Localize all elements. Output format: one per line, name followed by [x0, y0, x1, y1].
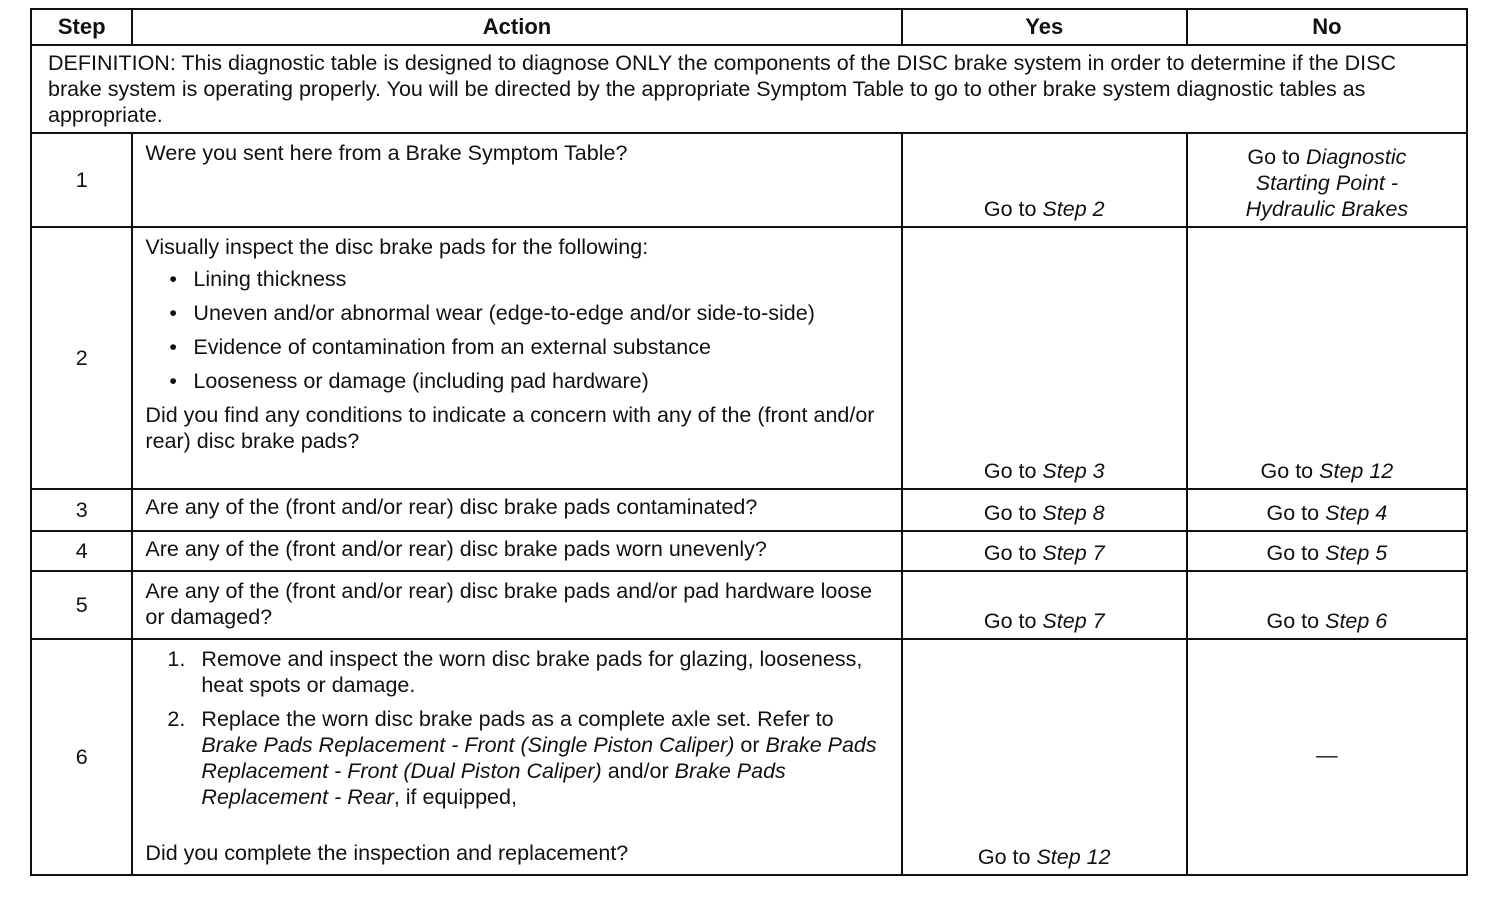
- no-target-link[interactable]: Step 6: [1325, 609, 1388, 633]
- item-text: Remove and inspect the worn disc brake pads for glazing, looseness, heat spots or damage.: [201, 647, 863, 697]
- procedure-list: [145, 646, 888, 810]
- table-row: [31, 639, 1467, 875]
- step-number: 1: [31, 133, 132, 227]
- header-yes: Yes: [902, 9, 1187, 45]
- action-question: Were you sent here from a Brake Symptom Table?: [145, 141, 628, 165]
- table-row: [31, 489, 1467, 531]
- no-cell: [1187, 531, 1467, 571]
- action-cell: [132, 571, 901, 639]
- definition-text: DEFINITION: This diagnostic table is designed to diagnose ONLY the components of the DISC brake system in order to determine if the DISC brake system is operating properly. You will be directed by the appropriate Symptom Table to go to other brake system diagnostic tables as appropriate.: [31, 45, 1467, 133]
- no-cell: [1187, 489, 1467, 531]
- goto-label: Go to: [983, 501, 1037, 525]
- goto-label: Go to: [977, 845, 1031, 869]
- yes-target-link[interactable]: Step 3: [1042, 459, 1105, 483]
- no-target-link[interactable]: Step 12: [1319, 459, 1394, 483]
- goto-label: Go to: [1260, 459, 1314, 483]
- action-cell: [132, 227, 901, 489]
- yes-target-link[interactable]: Step 7: [1042, 609, 1105, 633]
- yes-cell: [902, 571, 1187, 639]
- no-cell: [1187, 571, 1467, 639]
- list-item: • Evidence of contamination from an external substance: [169, 334, 888, 360]
- header-step: Step: [31, 9, 132, 45]
- action-question: Are any of the (front and/or rear) disc brake pads and/or pad hardware loose or damaged?: [145, 579, 873, 629]
- list-item: • Lining thickness: [169, 266, 888, 292]
- goto-label: Go to: [1247, 145, 1301, 169]
- item-number: 1.: [167, 647, 186, 671]
- action-cell: [132, 639, 901, 875]
- goto-label: Go to: [983, 197, 1037, 221]
- step-number: 4: [31, 531, 132, 571]
- no-cell: [1187, 227, 1467, 489]
- inspection-list: [145, 266, 888, 394]
- action-intro: Visually inspect the disc brake pads for the following:: [145, 235, 649, 259]
- goto-label: Go to: [1266, 609, 1320, 633]
- yes-target-link[interactable]: Step 2: [1042, 197, 1105, 221]
- no-target-link[interactable]: Step 4: [1325, 501, 1388, 525]
- header-action: Action: [132, 9, 901, 45]
- definition-row: [31, 45, 1467, 133]
- yes-target-link[interactable]: Step 8: [1042, 501, 1105, 525]
- goto-label: Go to: [983, 541, 1037, 565]
- goto-label: Go to: [1266, 541, 1320, 565]
- yes-cell: [902, 489, 1187, 531]
- item-number: 2.: [167, 707, 186, 731]
- step-number: 3: [31, 489, 132, 531]
- action-question: Are any of the (front and/or rear) disc brake pads contaminated?: [145, 495, 758, 519]
- yes-cell: [902, 531, 1187, 571]
- reference-link[interactable]: Brake Pads Replacement - Front (Dual Piston Caliper): [201, 733, 877, 783]
- table-row: [31, 531, 1467, 571]
- list-item: [167, 706, 888, 810]
- action-cell: [132, 489, 901, 531]
- goto-label: Go to: [983, 609, 1037, 633]
- action-cell: [132, 133, 901, 227]
- diagnostic-table: [30, 8, 1468, 876]
- no-cell: [1187, 133, 1467, 227]
- no-value-dash: —: [1316, 743, 1338, 767]
- no-target-link[interactable]: Diagnostic: [1306, 145, 1407, 169]
- no-target-link[interactable]: Step 5: [1325, 541, 1388, 565]
- action-question: Are any of the (front and/or rear) disc brake pads worn unevenly?: [145, 537, 767, 561]
- no-target-link[interactable]: Starting Point -: [1255, 171, 1399, 195]
- item-text: Replace the worn disc brake pads as a complete axle set. Refer to: [201, 707, 834, 731]
- goto-label: Go to: [1266, 501, 1320, 525]
- table-row: [31, 133, 1467, 227]
- action-cell: [132, 531, 901, 571]
- reference-link[interactable]: Brake Pads Replacement - Rear: [201, 759, 786, 809]
- no-cell: [1187, 639, 1467, 875]
- header-row: [31, 9, 1467, 45]
- step-number: 2: [31, 227, 132, 489]
- yes-cell: [902, 227, 1187, 489]
- reference-link[interactable]: Brake Pads Replacement - Front (Single Piston Caliper): [201, 733, 735, 757]
- table-row: [31, 571, 1467, 639]
- list-item: [167, 646, 888, 698]
- list-item: • Looseness or damage (including pad hardware): [169, 368, 888, 394]
- goto-label: Go to: [983, 459, 1037, 483]
- yes-cell: [902, 133, 1187, 227]
- no-target-link[interactable]: Hydraulic Brakes: [1245, 197, 1409, 221]
- yes-target-link[interactable]: Step 7: [1042, 541, 1105, 565]
- list-item: • Uneven and/or abnormal wear (edge-to-edge and/or side-to-side): [169, 300, 888, 326]
- action-question: Did you complete the inspection and replacement?: [145, 841, 629, 865]
- step-number: 5: [31, 571, 132, 639]
- table-row: [31, 227, 1467, 489]
- yes-target-link[interactable]: Step 12: [1036, 845, 1111, 869]
- header-no: No: [1187, 9, 1467, 45]
- step-number: 6: [31, 639, 132, 875]
- item-text: , if equipped,: [393, 785, 517, 809]
- action-question: Did you find any conditions to indicate a concern with any of the (front and/or rear) disc brake pads?: [145, 403, 875, 453]
- item-text: or: [740, 733, 760, 757]
- yes-cell: [902, 639, 1187, 875]
- item-text: and/or: [607, 759, 669, 783]
